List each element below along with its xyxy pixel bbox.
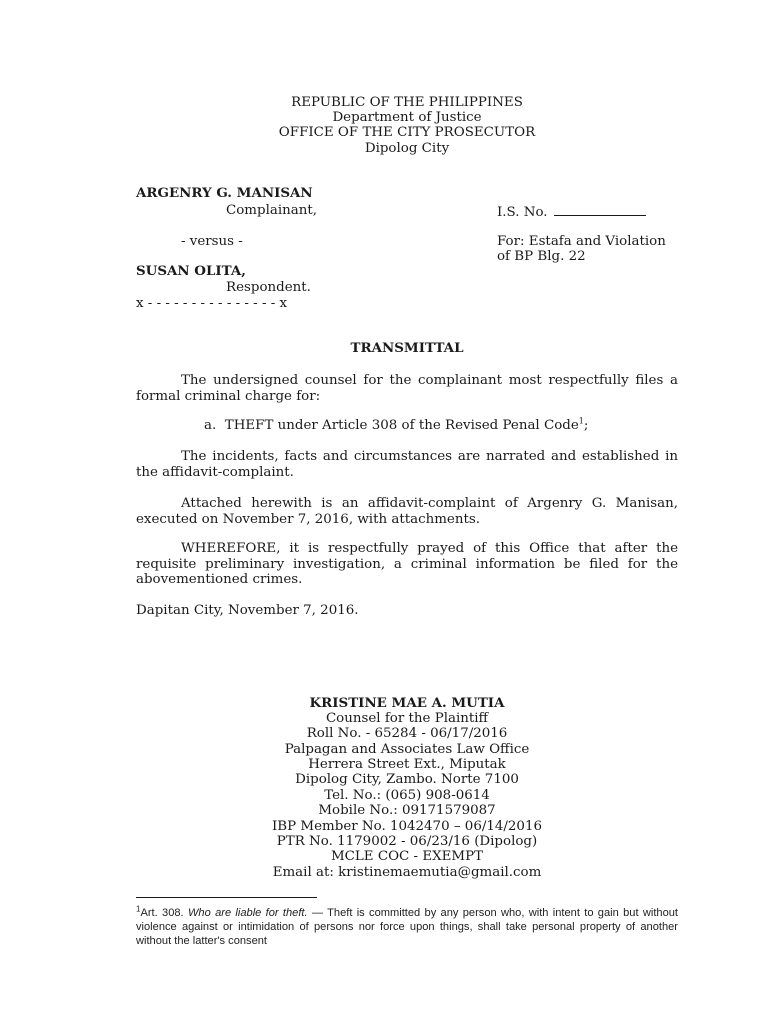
is-number-field [497,203,646,220]
charge-line-2: of BP Blg. 22 [497,249,586,264]
footnote-article: Art. 308. [140,907,184,919]
signatory-roll: Roll No. - 65284 - 06/17/2016 [306,726,508,741]
footnote [136,904,678,948]
footnote-heading: Who are liable for theft. [187,907,308,919]
paragraph-3 [136,496,678,527]
header-department: Department of Justice [332,110,482,125]
footnote-reference: 1 [578,416,584,426]
footnote-text: — Theft is committed by any person who, with intent to gain but without violence against or intimidation of persons nor force upon things, shall take personal property of another without the latter's consent [136,907,678,947]
header-city: Dipolog City [364,141,450,156]
signatory-ibp: IBP Member No. 1042470 – 06/14/2016 [272,819,542,834]
respondent-role: Respondent. [226,280,311,295]
respondent-name: SUSAN OLITA, [136,263,246,279]
signatory-mobile: Mobile No.: 09171579087 [318,803,496,818]
item-a-end: ; [583,418,589,433]
versus-text: - versus - [181,234,243,249]
paragraph-4 [136,541,678,588]
charge-item-a [204,418,588,433]
signatory-ptr: PTR No. 1179002 - 06/23/16 (Dipolog) [276,834,538,849]
document-title: TRANSMITTAL [350,340,464,356]
place-date: Dapitan City, November 7, 2016. [136,603,359,618]
item-a-text: THEFT under Article 308 of the Revised Penal Code [224,418,579,433]
caption-divider: x - - - - - - - - - - - - - - - x [136,296,288,311]
paragraph-2 [136,449,678,480]
footnote-separator [136,897,317,898]
signatory-mcle: MCLE COC - EXEMPT [330,849,484,864]
paragraph-2-text: The incidents, facts and circumstances are narrated and established in the affidavit-complaint. [136,449,678,480]
signatory-street: Herrera Street Ext., Miputak [308,757,506,772]
signatory-firm: Palpagan and Associates Law Office [284,742,530,757]
charge-line-1: For: Estafa and Violation [497,234,666,249]
paragraph-1-text: The undersigned counsel for the complainant most respectfully files a formal criminal charge for: [136,373,678,404]
paragraph-4-text: WHEREFORE, it is respectfully prayed of this Office that after the requisite preliminary investigation, a criminal information be filed for the abovementioned crimes. [136,541,678,587]
item-a-marker: a. [204,418,217,433]
is-number-label: I.S. No. [497,205,548,220]
header-office: OFFICE OF THE CITY PROSECUTOR [278,125,536,140]
signatory-email: Email at: kristinemaemutia@gmail.com [272,865,542,880]
signatory-role: Counsel for the Plaintiff [325,711,489,726]
signatory-tel: Tel. No.: (065) 908-0614 [324,788,490,803]
signatory-name: KRISTINE MAE A. MUTIA [309,695,505,711]
paragraph-1 [136,373,678,404]
signatory-city: Dipolog City, Zambo. Norte 7100 [295,772,519,787]
header-republic: REPUBLIC OF THE PHILIPPINES [291,95,523,110]
complainant-name: ARGENRY G. MANISAN [136,185,313,201]
complainant-role: Complainant, [226,203,317,218]
is-number-blank [554,203,646,216]
footnote-marker: 1 [136,904,141,914]
paragraph-3-text: Attached herewith is an affidavit-complaint of Argenry G. Manisan, executed on November 7, 2016, with attachments. [136,496,678,527]
